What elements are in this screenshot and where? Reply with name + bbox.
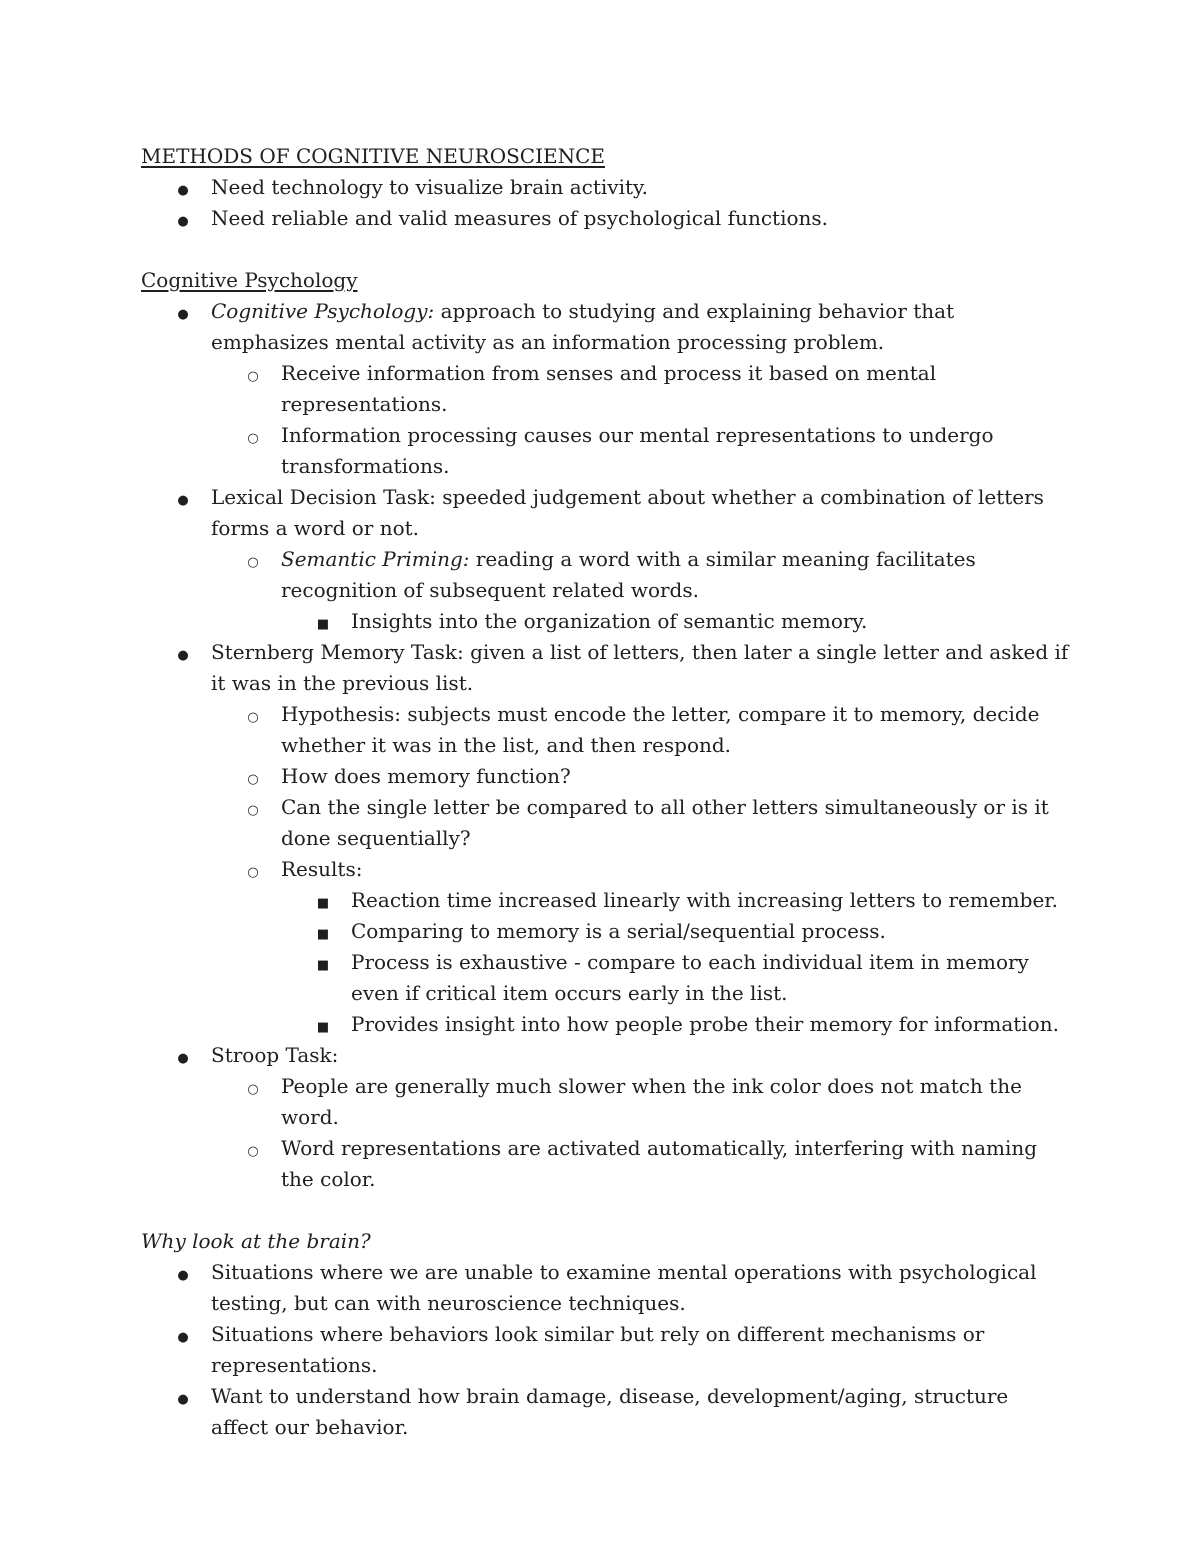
square-bullet-icon xyxy=(311,606,335,640)
list-item: ○ Can the single letter be compared to all other letters simultaneously or is it done sequentially? xyxy=(211,792,1071,854)
spacer xyxy=(141,1195,1071,1226)
list-item: ○ Semantic Priming: reading a word with a similar meaning facilitates recognition of subsequent related words. ■ Insights into the organization of semantic memory. xyxy=(211,544,1071,637)
bullet-icon xyxy=(171,637,195,671)
sub-list xyxy=(211,358,1071,482)
list-item: ● Need technology to visualize brain activity. xyxy=(141,172,1071,203)
square-bullet-icon xyxy=(311,916,335,950)
square-bullet-icon xyxy=(311,885,335,919)
bullet-icon xyxy=(171,482,195,516)
circle-bullet-icon xyxy=(241,854,265,888)
list-item: ● Cognitive Psychology: approach to studying and explaining behavior that emphasizes mental activity as an information processing problem. ○ Receive information from senses and process it based on mental representations. ○ Information processing causes our mental representations to undergo transformations. xyxy=(141,296,1071,482)
list-item: ○ Information processing causes our mental representations to undergo transformations. xyxy=(211,420,1071,482)
circle-bullet-icon xyxy=(241,699,265,733)
list-item: ■ Comparing to memory is a serial/sequential process. xyxy=(281,916,1071,947)
list-item: ● Sternberg Memory Task: given a list of letters, then later a single letter and asked if it was in the previous list. ○ Hypothesis: subjects must encode the letter, compare it to memory, decide whether it was in the list, and then respond. ○ How does memory function? ○ Can the single letter be compared to all other letters simultaneously or is it done sequentially? ○ Results: ■ Reaction time increased linearly with increasing letters to remember. ■ Comparing to memory is a serial/sequential process. ■ Process is exhaustive - compare to each individual item in memory even if critical item occurs early in the list. ■ Provides insight into how people probe their memory for information. xyxy=(141,637,1071,1040)
bullet-icon xyxy=(171,203,195,237)
list-item: ○ Word representations are activated automatically, interfering with naming the color. xyxy=(211,1133,1071,1195)
list-item: ■ Provides insight into how people probe their memory for information. xyxy=(281,1009,1071,1040)
square-bullet-icon xyxy=(311,1009,335,1043)
list-item: ■ Reaction time increased linearly with increasing letters to remember. xyxy=(281,885,1071,916)
intro-list xyxy=(141,172,1071,234)
bullet-icon xyxy=(171,1040,195,1074)
list-item: ■ Process is exhaustive - compare to each individual item in memory even if critical item occurs early in the list. xyxy=(281,947,1071,1009)
bullet-icon xyxy=(171,172,195,206)
section-heading-cognitive: Cognitive Psychology xyxy=(141,268,358,292)
sub-list xyxy=(211,699,1071,1040)
sub-sub-list xyxy=(281,606,1071,637)
list-item: ● Want to understand how brain damage, disease, development/aging, structure affect our behavior. xyxy=(141,1381,1071,1443)
bullet-icon xyxy=(171,1381,195,1415)
circle-bullet-icon xyxy=(241,792,265,826)
section-heading-brain: Why look at the brain? xyxy=(141,1229,371,1253)
sub-list xyxy=(211,1071,1071,1195)
circle-bullet-icon xyxy=(241,420,265,454)
brain-list xyxy=(141,1257,1071,1443)
sub-list xyxy=(211,544,1071,637)
bullet-icon xyxy=(171,1319,195,1353)
sub-sub-list xyxy=(281,885,1071,1040)
list-item: ■ Insights into the organization of semantic memory. xyxy=(281,606,1071,637)
bullet-icon xyxy=(171,296,195,330)
circle-bullet-icon xyxy=(241,1133,265,1167)
list-item: ● Situations where behaviors look similar but rely on different mechanisms or representations. xyxy=(141,1319,1071,1381)
spacer xyxy=(141,234,1071,265)
circle-bullet-icon xyxy=(241,1071,265,1105)
term: Cognitive Psychology: xyxy=(211,299,435,323)
list-item: ● Lexical Decision Task: speeded judgement about whether a combination of letters forms a word or not. ○ Semantic Priming: reading a word with a similar meaning facilitates recognition of subsequent related words. ■ Insights into the organization of semantic memory. xyxy=(141,482,1071,637)
term: Semantic Priming: xyxy=(281,547,470,571)
cognitive-list xyxy=(141,296,1071,1195)
list-item: ● Need reliable and valid measures of psychological functions. xyxy=(141,203,1071,234)
page-title: METHODS OF COGNITIVE NEUROSCIENCE xyxy=(141,144,606,168)
list-item: ● Stroop Task: ○ People are generally much slower when the ink color does not match the word. ○ Word representations are activated automatically, interfering with naming the color. xyxy=(141,1040,1071,1195)
bullet-icon xyxy=(171,1257,195,1291)
list-item: ○ Results: ■ Reaction time increased linearly with increasing letters to remember. ■ Comparing to memory is a serial/sequential process. ■ Process is exhaustive - compare to each individual item in memory even if critical item occurs early in the list. ■ Provides insight into how people probe their memory for information. xyxy=(211,854,1071,1040)
circle-bullet-icon xyxy=(241,358,265,392)
list-item: ○ Receive information from senses and process it based on mental representations. xyxy=(211,358,1071,420)
square-bullet-icon xyxy=(311,947,335,981)
list-item: ○ People are generally much slower when the ink color does not match the word. xyxy=(211,1071,1071,1133)
list-item: ● Situations where we are unable to examine mental operations with psychological testing, but can with neuroscience techniques. xyxy=(141,1257,1071,1319)
circle-bullet-icon xyxy=(241,761,265,795)
list-item: ○ Hypothesis: subjects must encode the letter, compare it to memory, decide whether it was in the list, and then respond. xyxy=(211,699,1071,761)
circle-bullet-icon xyxy=(241,544,265,578)
list-item: ○ How does memory function? xyxy=(211,761,1071,792)
document-content xyxy=(141,141,1071,1443)
